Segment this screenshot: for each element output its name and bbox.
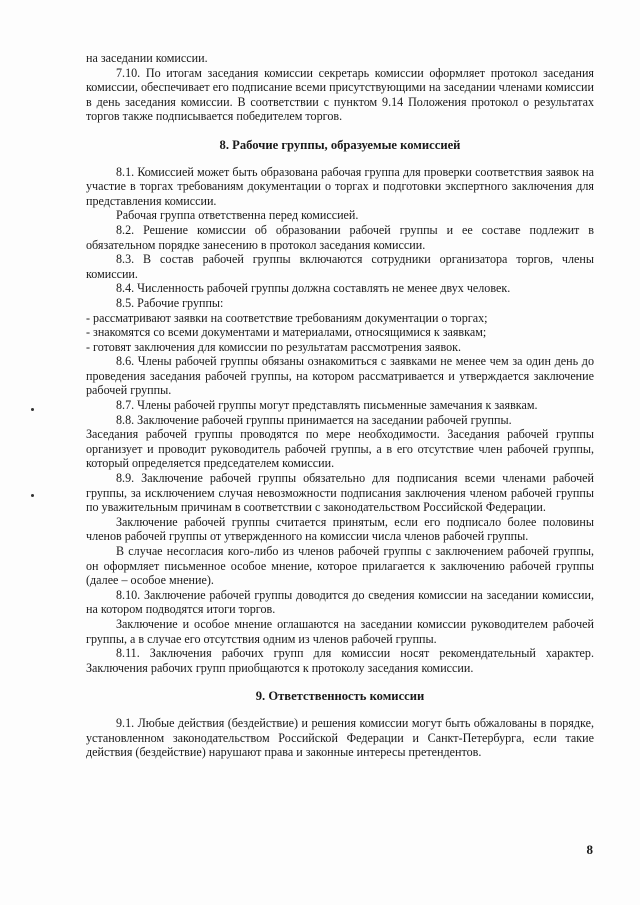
list-item: - рассматривают заявки на соответствие требованиям документации о торгах; [86,310,488,325]
paragraph-8-1: 8.1. Комиссией может быть образована рабочая группа для проверки соответствия заявок на участие в торгах требованиям документации о торгах и подготовки экспертного заключения для представления комиссии. [86,164,594,208]
paragraph-8-9: 8.9. Заключение рабочей группы обязательно для подписания всеми членами рабочей группы, за исключением случая невозможности подписания заключения членом рабочей группы по уважительным причинам в соответствии с законодательством Российской Федерации. [86,471,594,515]
paragraph-8-2: 8.2. Решение комиссии об образовании рабочей группы и ее составе подлежит в обязательном порядке занесению в протокол заседания комиссии. [86,222,594,252]
paragraph-8-9c: В случае несогласия кого-либо из членов рабочей группы с заключением рабочей группы, он оформляет письменное особое мнение, которое прилагается к заключению рабочей группы (далее – особое мнение). [86,544,594,588]
paragraph-8-3: 8.3. В состав рабочей группы включаются сотрудники организатора торгов, члены комиссии. [86,252,594,281]
paragraph-top: на заседании комиссии. [86,51,208,65]
list-item: - знакомятся со всеми документами и материалами, относящимися к заявкам; [86,325,487,340]
paragraph-8-6: 8.6. Члены рабочей группы обязаны ознакомиться с заявками не менее чем за один день до проведения заседания рабочей группы, на котором рассматривается и утверждается заключение рабочей группы. [86,354,594,398]
paragraph-8-10: 8.10. Заключение рабочей группы доводится до сведения комиссии на заседании комиссии, на котором подводятся итоги торгов. [86,587,594,617]
list-item: - готовят заключения для комиссии по результатам рассмотрения заявок. [86,339,462,354]
paragraph-8-8: 8.8. Заключение рабочей группы принимается на заседании рабочей группы. [116,412,512,427]
paragraph-8-4: 8.4. Численность рабочей группы должна составлять не менее двух человек. [116,281,511,296]
paragraph-8-11: 8.11. Заключения рабочих групп для комиссии носят рекомендательный характер. Заключения рабочих групп приобщаются к протоколу заседания комиссии. [86,646,594,675]
paragraph-8-8b: Заседания рабочей группы проводятся по мере необходимости. Заседания рабочей группы организует и проводит руководитель рабочей группы, а в его отсутствие член рабочей группы, который определяется председателем комиссии. [86,427,594,471]
paragraph-8-7: 8.7. Члены рабочей группы могут представлять письменные замечания к заявкам. [116,398,538,413]
section-8-heading: 8. Рабочие группы, образуемые комиссией [219,137,461,152]
paragraph-9-1: 9.1. Любые действия (бездействие) и решения комиссии могут быть обжалованы в порядке, установленном законодательством Российской Федерации и Санкт-Петербурга, если такие действия (бездействие) нарушают права и законные интересы претендентов. [86,715,594,760]
paragraph-8-9b: Заключение рабочей группы считается принятым, если его подписало более половины членов рабочей группы от утвержденного на комиссии числа членов рабочей группы. [86,514,594,544]
page-number: 8 [586,842,593,857]
section-9-heading: 9. Ответственность комиссии [255,689,425,704]
paragraph-8-1b: Рабочая группа ответственна перед комиссией. [116,208,359,223]
text-column [86,51,594,760]
scan-speck [31,494,34,497]
paragraph-7-10: 7.10. По итогам заседания комиссии секретарь комиссии оформляет протокол заседания комиссии, обеспечивает его подписание всеми присутствующими на заседании членами комиссии в день заседания комиссии. В соответствии с пунктом 9.14 Положения протокол о результатах торгов также подписывается победителем торгов. [86,65,594,124]
scan-speck [31,408,34,411]
paragraph-8-5: 8.5. Рабочие группы: [116,295,224,310]
paragraph-8-10b: Заключение и особое мнение оглашаются на заседании комиссии руководителем рабочей группы, а в случае его отсутствия одним из членов рабочей группы. [86,616,594,646]
